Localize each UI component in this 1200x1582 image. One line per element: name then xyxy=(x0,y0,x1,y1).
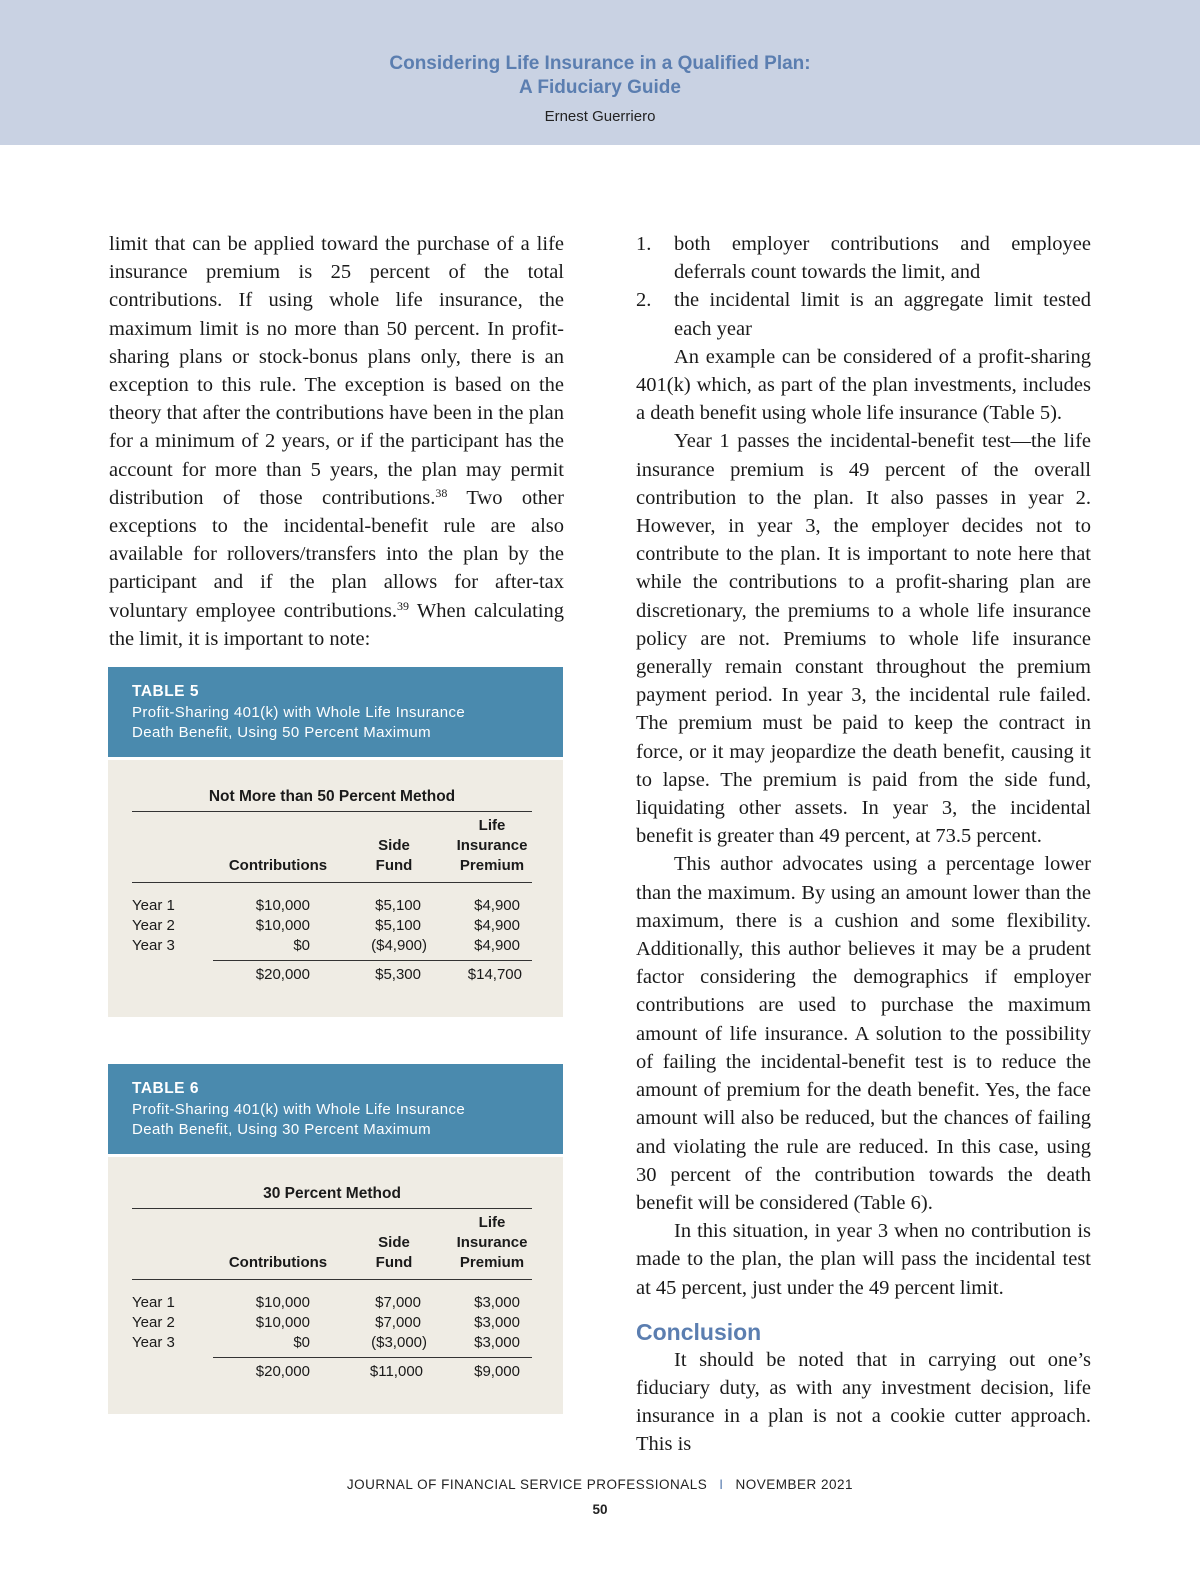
row-premium: $3,000 xyxy=(474,1334,520,1351)
col-header-fund: Fund xyxy=(375,857,413,874)
row-side-fund: $5,100 xyxy=(375,917,421,934)
col-header-life: Life xyxy=(478,817,506,834)
table-rule xyxy=(132,811,532,812)
table-caption-line2: Death Benefit, Using 50 Percent Maximum xyxy=(132,724,432,741)
header-banner xyxy=(0,0,1200,145)
row-year: Year 3 xyxy=(132,1334,175,1351)
row-contributions: $10,000 xyxy=(255,1314,310,1331)
article-author: Ernest Guerriero xyxy=(544,108,656,125)
left-column xyxy=(109,230,564,653)
row-side-fund: $7,000 xyxy=(375,1314,421,1331)
row-side-fund: ($3,000) xyxy=(371,1334,427,1351)
row-year: Year 1 xyxy=(132,1294,175,1311)
row-contributions: $10,000 xyxy=(255,917,310,934)
col-header-insurance: Insurance xyxy=(456,1234,528,1251)
row-year: Year 2 xyxy=(132,917,175,934)
table-caption-line1: Profit-Sharing 401(k) with Whole Life Insurance xyxy=(132,1101,466,1118)
list-item xyxy=(636,230,1091,286)
table-method-title: Not More than 50 Percent Method xyxy=(208,788,456,805)
col-header-life: Life xyxy=(478,1214,506,1231)
text-segment: When calculating the limit, it is important to note: xyxy=(109,599,564,650)
journal-name: JOURNAL OF FINANCIAL SERVICE PROFESSIONALS xyxy=(346,1477,708,1492)
col-header-side: Side xyxy=(378,1234,410,1251)
table-rule xyxy=(213,1357,532,1358)
footnote-38: 38 xyxy=(435,485,448,500)
table-rule xyxy=(132,1279,532,1280)
row-contributions: $10,000 xyxy=(255,1294,310,1311)
table-rule xyxy=(132,1208,532,1209)
total-premium: $9,000 xyxy=(474,1363,520,1380)
row-side-fund: ($4,900) xyxy=(371,937,427,954)
table-header xyxy=(108,1064,563,1154)
table-5 xyxy=(108,667,563,1017)
footnote-39: 39 xyxy=(397,598,410,613)
col-header-premium: Premium xyxy=(459,857,525,874)
total-side-fund: $11,000 xyxy=(369,1363,423,1380)
row-side-fund: $5,100 xyxy=(375,897,421,914)
table-rule xyxy=(213,960,532,961)
table-caption-line1: Profit-Sharing 401(k) with Whole Life Insurance xyxy=(132,704,466,721)
row-contributions: $10,000 xyxy=(255,897,310,914)
right-paragraph-2: Year 1 passes the incidental-benefit test—the life insurance premium is 49 percent of the overall contribution to the plan. It also passes in year 2. However, in year 3, the employer decides not to contribute to the plan. It is important to note here that while the contributions to a profit-sharing plan are discretionary, the premiums to a whole life insurance policy are not. Premiums to whole life insurance generally remain constant throughout the premium payment period. In year 3, the incidental rule failed. The premium must be paid to keep the contract in force, or it may jeopardize the death benefit, causing it to lapse. The premium is paid from the side fund, liquidating other assets. In year 3, the incidental benefit is greater than 49 percent, at 73.5 percent. xyxy=(636,430,1091,848)
article-title-line1: Considering Life Insurance in a Qualified Plan: xyxy=(389,53,811,74)
list-text: the incidental limit is an aggregate limit tested each year xyxy=(674,289,1091,340)
list-text: both employer contributions and employee deferrals count towards the limit, and xyxy=(674,233,1091,284)
page-number: 50 xyxy=(592,1502,608,1517)
col-header-side: Side xyxy=(378,837,410,854)
right-column xyxy=(636,230,1091,1459)
article-title-line2: A Fiduciary Guide xyxy=(519,77,681,98)
left-paragraph xyxy=(109,230,564,653)
conclusion-heading: Conclusion xyxy=(636,1318,762,1345)
list-number: 2. xyxy=(636,289,652,312)
row-year: Year 3 xyxy=(132,937,175,954)
list-number: 1. xyxy=(636,233,652,255)
row-year: Year 1 xyxy=(132,897,175,914)
row-contributions: $0 xyxy=(293,1334,310,1351)
table-label: TABLE 5 xyxy=(132,683,199,700)
footer-separator: I xyxy=(719,1477,724,1492)
row-premium: $4,900 xyxy=(474,897,520,914)
row-premium: $4,900 xyxy=(474,917,520,934)
total-contributions: $20,000 xyxy=(255,966,310,983)
row-premium: $3,000 xyxy=(474,1314,520,1331)
text-segment: limit that can be applied toward the purchase of a life insurance premium is 25 percent of the total contributions. If using whole life insurance, the maximum limit is no more than 50 percent. In profit-sharing plans or stock-bonus plans only, there is an exception to this rule. The exception is based on the theory that after the contributions have been in the plan for a minimum of 2 years, or if the participant has the account for more than 5 years, the plan may permit distribution of those contributions. xyxy=(109,233,564,509)
issue-date: NOVEMBER 2021 xyxy=(735,1477,854,1492)
table-body xyxy=(108,1157,563,1414)
col-header-fund: Fund xyxy=(375,1254,413,1271)
row-contributions: $0 xyxy=(293,937,310,954)
table-method-title: 30 Percent Method xyxy=(263,1185,401,1202)
col-header-contributions: Contributions xyxy=(228,857,328,874)
table-caption-line2: Death Benefit, Using 30 Percent Maximum xyxy=(132,1121,432,1138)
table-header xyxy=(108,667,563,757)
table-6 xyxy=(108,1064,563,1414)
right-paragraph-3: This author advocates using a percentage lower than the maximum. By using an amount lower than the maximum, there is a cushion and some flexibility. Additionally, this author believes it may be a prudent factor considering the demographics if employer contributions are used to purchase the maximum amount of life insurance. A solution to the possibility of failing the incidental-benefit test is to reduce the amount of premium for the death benefit. Yes, the face amount will also be reduced, but the chances of failing and violating the rule are reduced. In this case, using 30 percent of the contribution towards the death benefit will be considered (Table 6). xyxy=(636,853,1091,1214)
table-body xyxy=(108,760,563,1017)
row-premium: $4,900 xyxy=(474,937,520,954)
right-paragraph-5: It should be noted that in carrying out one’s fiduciary duty, as with any investment decision, life insurance in a plan is not a cookie cutter approach. This is xyxy=(636,1348,1091,1456)
row-year: Year 2 xyxy=(132,1314,175,1331)
total-contributions: $20,000 xyxy=(255,1363,310,1380)
col-header-contributions: Contributions xyxy=(228,1254,328,1271)
page-footer xyxy=(0,1477,1200,1492)
table-label: TABLE 6 xyxy=(132,1080,199,1097)
table-rule xyxy=(132,882,532,883)
col-header-premium: Premium xyxy=(459,1254,525,1271)
list-item xyxy=(636,286,1091,342)
text-segment: Two other exceptions to the incidental-benefit rule are also available for rollovers/transfers into the plan by the participant and if the plan allows for after-tax voluntary employee contributions. xyxy=(109,486,564,622)
row-premium: $3,000 xyxy=(474,1294,520,1311)
row-side-fund: $7,000 xyxy=(375,1294,421,1311)
total-premium: $14,700 xyxy=(467,966,522,983)
col-header-insurance: Insurance xyxy=(456,837,528,854)
right-paragraph-1: An example can be considered of a profit-sharing 401(k) which, as part of the plan investments, includes a death benefit using whole life insurance (Table 5). xyxy=(636,345,1091,425)
right-paragraph-4: In this situation, in year 3 when no contribution is made to the plan, the plan will pass the incidental test at 45 percent, just under the 49 percent limit. xyxy=(636,1220,1091,1299)
total-side-fund: $5,300 xyxy=(375,966,421,983)
